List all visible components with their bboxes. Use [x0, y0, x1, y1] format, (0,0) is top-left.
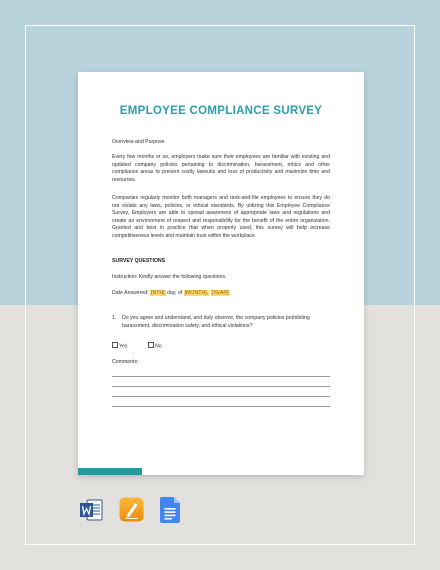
date-nth-placeholder: [NTH]: [151, 290, 165, 296]
question-number: 1.: [112, 315, 117, 321]
document-page: [78, 72, 364, 475]
instruction-text: Instruction: Kindly answer the following questions.: [112, 274, 227, 280]
date-month-placeholder: [MONTH],: [184, 290, 209, 296]
date-answered: [112, 290, 330, 298]
yes-label: Yes: [119, 343, 128, 350]
no-checkbox[interactable]: [148, 342, 154, 348]
footer-accent-bar: [78, 468, 142, 475]
survey-heading: SURVEY QUESTIONS: [112, 258, 166, 264]
paragraph-1: Every few months or so, employers make sure their employees are familiar with existing and updated company policies pertaining to discrimination, harassment, ethics and other compliance areas to prevent costly lawsuits and loss of productivity and maximize time and resources.: [112, 154, 330, 183]
option-no[interactable]: [148, 342, 162, 350]
comment-line[interactable]: [112, 376, 330, 377]
date-year-placeholder: [YEAR]: [211, 290, 229, 296]
comment-line[interactable]: [112, 406, 330, 407]
google-docs-icon[interactable]: [160, 497, 180, 523]
date-label: Date Answered:: [112, 290, 149, 296]
question-text: Do you agree and understand, and duly observe, the company policies prohibiting harassment, discrimination safety, and ethical violations?: [122, 315, 310, 329]
comment-line[interactable]: [112, 396, 330, 397]
comment-line[interactable]: [112, 386, 330, 387]
overview-heading: Overview and Purpose: [112, 139, 165, 145]
option-yes[interactable]: [112, 342, 127, 350]
paragraph-2: Companies regularly monitor both managers and rank-and-file employees to ensure they do not violate any laws, policies, or ethical standards. By utilizing this Employee Compliance Survey, Employers are able to spread awareness of appropriate laws and regulations and create an environment of respect and responsibility for the benefit of the entire organization. Granted and best in practice that when properly used, this survey will help increase competitiveness levels and maintain trust within the workplace.: [112, 195, 330, 239]
document-title: EMPLOYEE COMPLIANCE SURVEY: [119, 105, 323, 117]
date-mid-text: day, of: [167, 290, 183, 296]
no-label: No: [155, 343, 162, 350]
word-icon[interactable]: [79, 498, 103, 522]
comments-label: Comments:: [112, 359, 139, 365]
pages-icon[interactable]: [119, 497, 144, 522]
yes-checkbox[interactable]: [112, 342, 118, 348]
